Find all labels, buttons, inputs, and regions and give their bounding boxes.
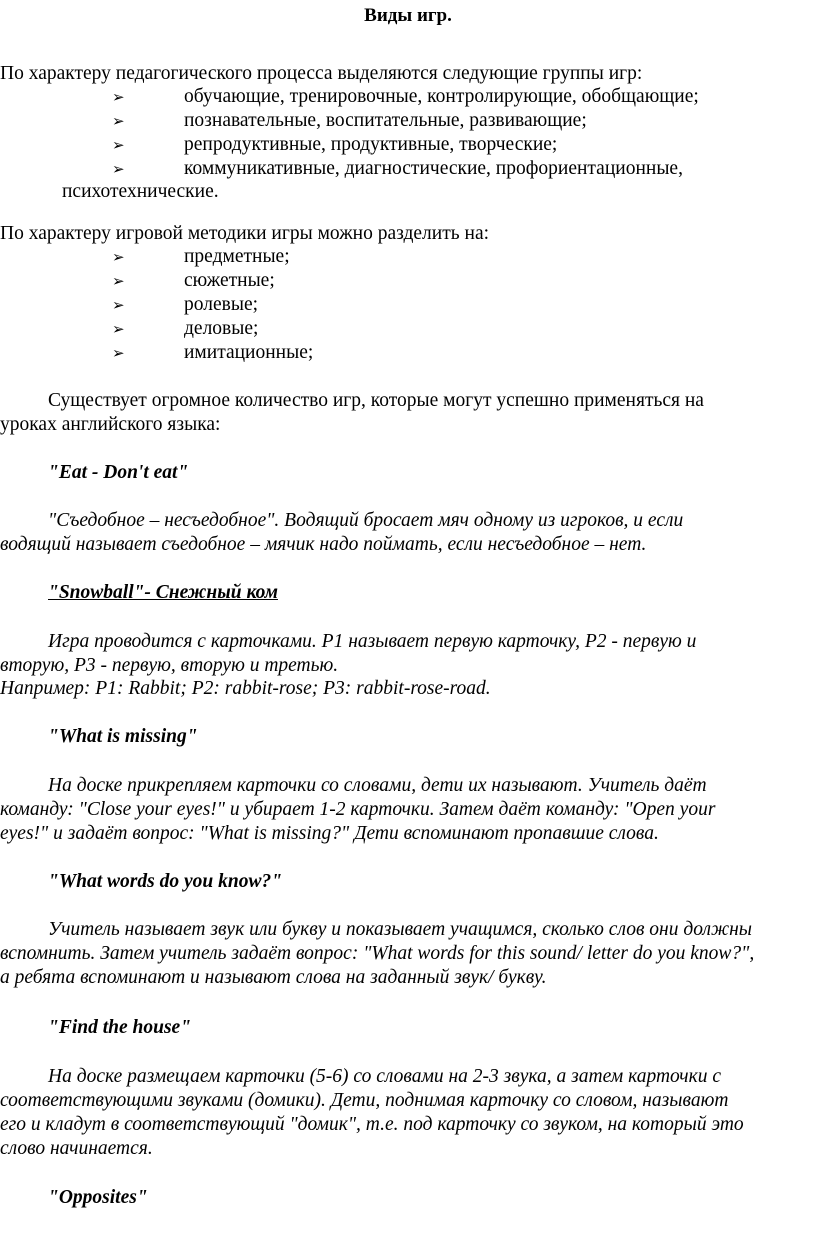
game-description-line: Например: P1: Rabbit; P2: rabbit-rose; P3: rabbit-rose-road. [0,678,491,699]
section2-item: деловые; [184,318,259,339]
bullet-arrow-icon: ➢ [112,112,125,130]
game-description-line: Учитель называет звук или букву и показывает учащимся, сколько слов они должны [48,919,752,940]
page-title: Виды игр. [364,5,452,26]
section2-item: сюжетные; [184,270,275,291]
section1-item: познавательные, воспитательные, развивающие; [184,110,587,131]
section2-item: ролевые; [184,294,259,315]
game-description-line: На доске прикрепляем карточки со словами, дети их называют. Учитель даёт [48,775,707,796]
paragraph-line: Существует огромное количество игр, которые могут успешно применяться на [48,390,704,411]
bullet-arrow-icon: ➢ [112,272,125,290]
game-heading: "What is missing" [48,726,198,747]
section2-item: имитационные; [184,342,314,363]
paragraph-line: уроках английского языка: [0,414,221,435]
game-description-line: вспомнить. Затем учитель задаёт вопрос: "What words for this sound/ letter do you know?", [0,943,755,964]
section1-item: обучающие, тренировочные, контролирующие, обобщающие; [184,86,699,107]
game-heading: "Find the house" [48,1017,192,1038]
game-description-line: соответствующими звуками (домики). Дети, поднимая карточку со словом, называют [0,1090,729,1111]
bullet-arrow-icon: ➢ [112,88,125,106]
game-description-line: его и кладут в соответствующий "домик", т.е. под карточку со звуком, на который это [0,1114,744,1135]
game-description-line: водящий называет съедобное – мячик надо поймать, если несъедобное – нет. [0,534,647,555]
bullet-arrow-icon: ➢ [112,160,125,178]
game-description-line: вторую, P3 - первую, вторую и третью. [0,655,339,676]
game-heading: "Opposites" [48,1187,148,1208]
bullet-arrow-icon: ➢ [112,136,125,154]
section1-item: репродуктивные, продуктивные, творческие; [184,134,558,155]
bullet-arrow-icon: ➢ [112,320,125,338]
bullet-arrow-icon: ➢ [112,296,125,314]
section1-continuation: психотехнические. [62,181,219,202]
bullet-arrow-icon: ➢ [112,248,125,266]
section1-intro: По характеру педагогического процесса выделяются следующие группы игр: [0,63,643,84]
section2-item: предметные; [184,246,290,267]
section2-intro: По характеру игровой методики игры можно разделить на: [0,223,490,244]
game-description-line: Игра проводится с карточками. P1 называет первую карточку, P2 - первую и [48,631,697,652]
game-description-line: слово начинается. [0,1138,153,1159]
game-heading: "Eat - Don't eat" [48,462,189,483]
game-description-line: а ребята вспоминают и называют слова на заданный звук/ букву. [0,967,547,988]
game-description-line: команду: "Close your eyes!" и убирает 1-2 карточки. Затем даёт команду: "Open your [0,799,716,820]
game-description-line: "Съедобное – несъедобное". Водящий бросает мяч одному из игроков, и если [48,510,684,531]
game-description-line: eyes!" и задаёт вопрос: "What is missing?" Дети вспоминают пропавшие слова. [0,823,659,844]
bullet-arrow-icon: ➢ [112,344,125,362]
section1-item: коммуникативные, диагностические, профориентационные, [184,158,683,179]
game-heading: "Snowball"- Снежный ком [48,582,278,603]
game-description-line: На доске размещаем карточки (5-6) со словами на 2-3 звука, а затем карточки с [48,1066,722,1087]
game-heading: "What words do you know?" [48,871,283,892]
